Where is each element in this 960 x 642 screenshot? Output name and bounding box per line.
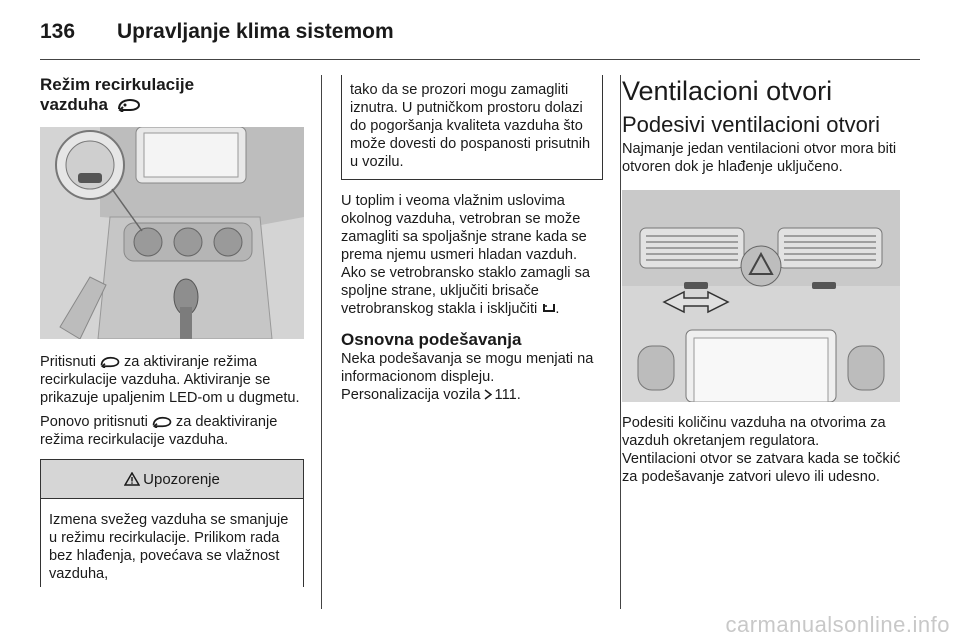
climate-console-illustration xyxy=(40,127,304,339)
paragraph-settings: Neka podešavanja se mogu menjati na informacionom displeju. xyxy=(341,351,594,385)
page-header xyxy=(40,18,920,64)
center-vents-illustration xyxy=(622,190,900,402)
column-divider-right xyxy=(620,75,621,609)
reference-arrow-icon xyxy=(484,389,492,400)
fan-off-icon xyxy=(543,303,555,314)
warning-box xyxy=(40,459,304,587)
column-divider-left xyxy=(321,75,322,609)
column-1 xyxy=(40,75,304,587)
page-number: 136 xyxy=(40,20,76,43)
chapter-title: Upravljanje klima sistemom xyxy=(117,20,394,43)
paragraph-adjust-airflow: Podesiti količinu vazduha na otvorima za vazduh okretanjem regulatora. xyxy=(622,415,886,449)
header-rule xyxy=(40,59,920,60)
paragraph-vent-open: Najmanje jedan ventilacioni otvor mora biti otvoren dok je hlađenje uključeno. xyxy=(622,141,897,175)
paragraph-close-vent: Ventilacioni otvor se zatvara kada se točkić za podešavanje zatvori ulevo ili udesno. xyxy=(622,451,901,485)
warning-body: Izmena svežeg vazduha se smanjuje u režimu recirkulacije. Prilikom rada bez hlađenja, povećava se vlažnost vazduha, xyxy=(49,512,289,582)
column-3 xyxy=(622,75,902,486)
paragraph-deactivate: Ponovo pritisnuti za deaktiviranje režima recirkulacije vazduha. xyxy=(40,414,278,448)
paragraph-fogging: U toplim i veoma vlažnim uslovima okolnog vazduha, vetrobran se može zamagliti sa spoljašnje strane kada se prema njemu usmeri hladan vazduh. Ako se vetrobransko staklo zamagli sa spoljne strane, uključiti brisače vetrobranskog stakla i isključiti . xyxy=(341,193,591,317)
section-heading-vents: Ventilacioni otvori xyxy=(622,76,833,106)
warning-continuation: tako da se prozori mogu zamagliti iznutra. U putničkom prostoru dolazi do pogoršanja kvaliteta vazduha što može dovesti do pospanosti prisutnih u vozilu. xyxy=(341,75,603,180)
recirculation-icon xyxy=(151,416,173,428)
watermark: carmanualsonline.info xyxy=(725,612,950,637)
section-heading-recirculation: Režim recirkulacije vazduha xyxy=(40,75,195,114)
warning-title: Upozorenje xyxy=(143,470,220,488)
recirculation-icon xyxy=(116,98,142,112)
warning-triangle-icon xyxy=(124,472,140,486)
recirculation-icon xyxy=(99,356,121,368)
paragraph-personalization: Personalizacija vozila 111. xyxy=(341,387,521,403)
paragraph-activate: Pritisnuti za aktiviranje režima recirkulacije vazduha. Aktiviranje se prikazuje upaljenim LED-om u dugmetu. xyxy=(40,354,300,406)
column-2 xyxy=(341,75,603,404)
subsection-heading-adjustable-vents: Podesivi ventilacioni otvori xyxy=(622,112,881,137)
warning-header xyxy=(41,459,303,499)
section-heading-basic-settings: Osnovna podešavanja xyxy=(341,330,522,349)
page-reference-link[interactable]: 111. xyxy=(494,387,521,403)
